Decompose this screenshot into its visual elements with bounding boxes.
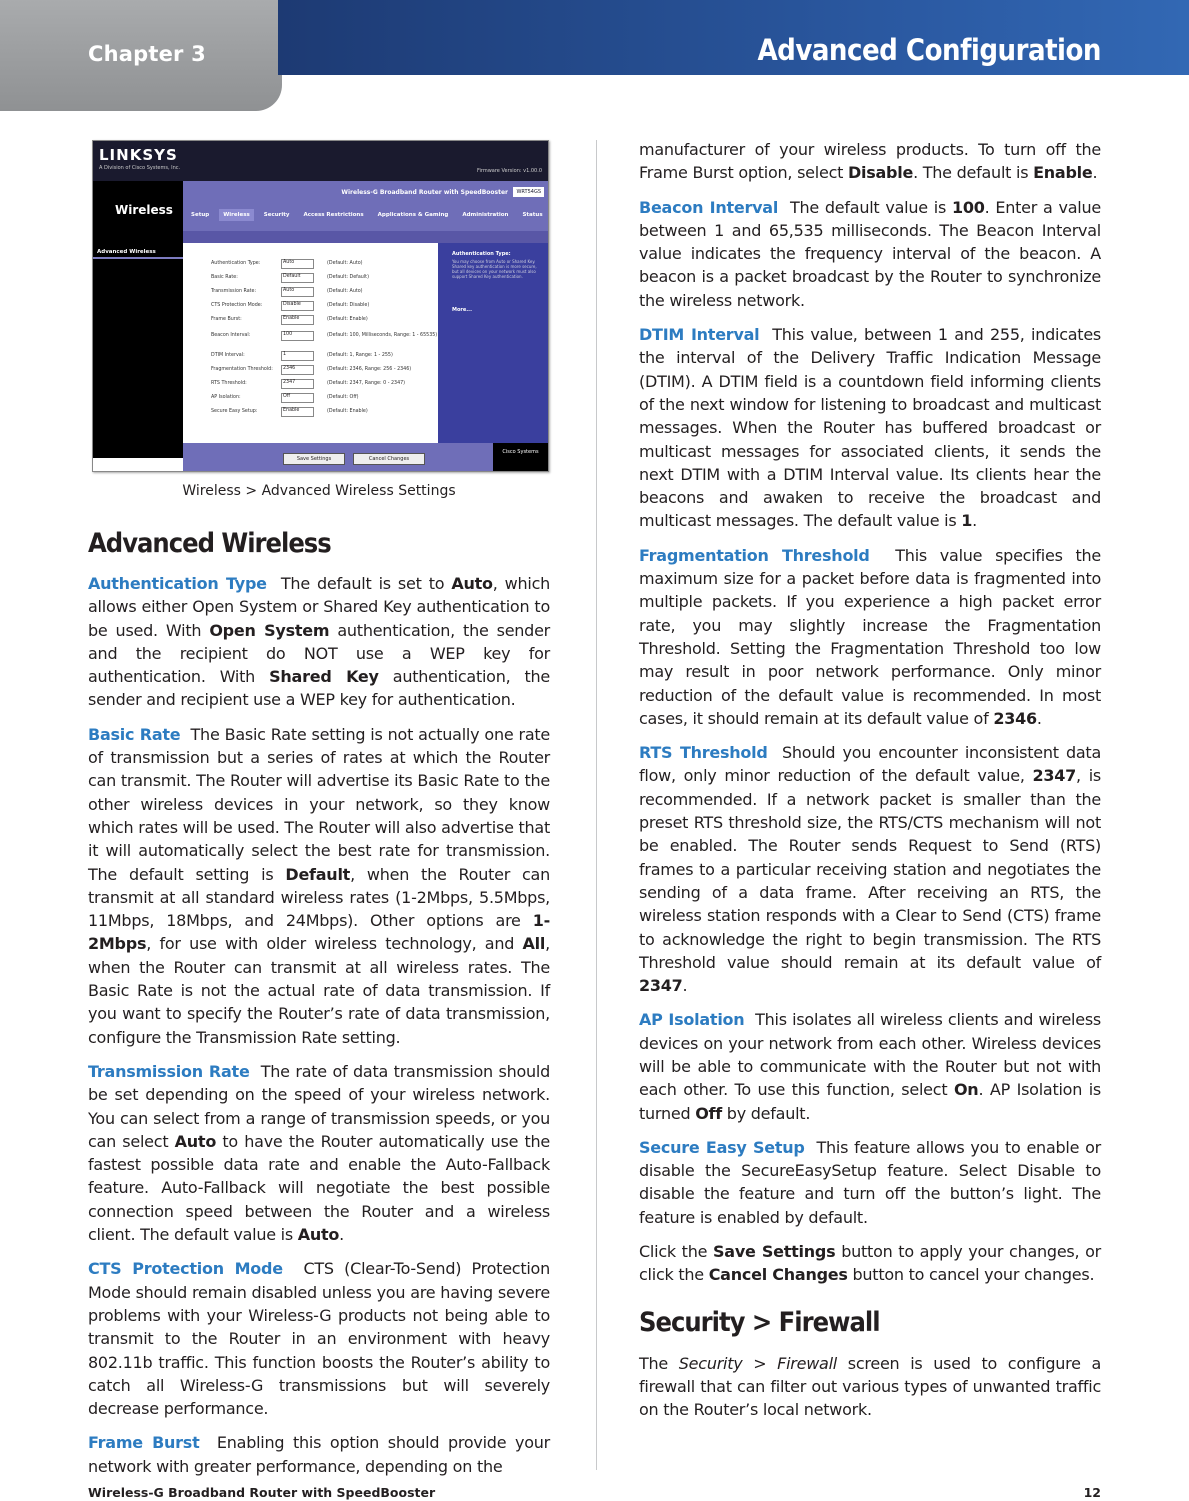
paragraph-fragmentation-threshold: Fragmentation Threshold This value specifies the maximum size for a packet before data is fragmented into multiple packets. If you experience a high packet error rate, you may slightly increase the Fragmentation Threshold. Setting the Fragmentation Threshold too low may result in poor network performance. Only minor reduction of the default value is recommended. In most cases, it should remain at its default value of 2346. (639, 545, 1101, 728)
setting-input[interactable]: 2346 (281, 365, 314, 375)
setting-label: Fragmentation Threshold: (211, 367, 273, 372)
setting-default: (Default: Auto) (327, 289, 363, 294)
setting-row (211, 393, 441, 405)
nav-tabs (187, 209, 547, 221)
tab-status[interactable]: Status (522, 212, 543, 218)
linksys-logo: LINKSYS (99, 146, 178, 164)
setting-default: (Default: 2347, Range: 0 - 2347) (327, 381, 406, 386)
screenshot-topbar (93, 141, 548, 181)
paragraph-firewall-intro: The Security > Firewall screen is used to configure a firewall that can filter out various types of unwanted traffic on the Router’s local network. (639, 1353, 1102, 1420)
setting-row (211, 301, 441, 313)
tab-applications[interactable]: Applications & Gaming (377, 212, 449, 218)
setting-label: RTS Threshold: (211, 381, 247, 386)
chapter-label: Chapter 3 (88, 42, 206, 66)
setting-label: Authentication Type: (211, 261, 261, 266)
paragraph-save-settings: Click the Save Settings button to apply your changes, or click the Cancel Changes button to cancel your changes. (639, 1242, 1102, 1285)
paragraph-transmission-rate: Transmission Rate The rate of data transmission should be set depending on the speed of your wireless network. You can select from a range of transmission speeds, or you can select Auto to have the Router automatically use the fastest possible data rate and enable the Auto-Fallback feature. Auto-Fallback will negotiate the best possible connection speed between the Router and a wireless client. The default value is Auto. (88, 1061, 551, 1245)
setting-select[interactable]: Off (281, 393, 314, 403)
setting-row (211, 407, 441, 419)
setting-label: CTS Protection Mode: (211, 303, 263, 308)
setting-select[interactable]: Auto (281, 287, 314, 297)
section-heading: Advanced Wireless (88, 528, 331, 559)
footer-product: Wireless-G Broadband Router with SpeedBooster (88, 1485, 436, 1500)
setting-select[interactable]: Enable (281, 315, 314, 325)
tab-setup[interactable]: Setup (191, 212, 210, 218)
section-tab-label: Wireless (115, 203, 173, 217)
tab-administration[interactable]: Administration (462, 212, 509, 218)
logo-subtitle: A Division of Cisco Systems, Inc. (99, 165, 181, 171)
setting-default: (Default: Off) (327, 395, 359, 400)
sidebar-label: Advanced Wireless (97, 249, 156, 255)
setting-label: Transmission Rate: (211, 289, 257, 294)
setting-select[interactable]: Enable (281, 407, 314, 417)
cancel-changes-button[interactable]: Cancel Changes (353, 453, 425, 465)
setting-label: Secure Easy Setup: (211, 409, 258, 414)
paragraph-authentication-type: Authentication Type The default is set to Auto, which allows either Open System or Shared Key authentication to be used. With Open System authentication, the sender and the recipient do NOT use a WEP key for authentication. With Shared Key authentication, the sender and recipient use a WEP key for authentication. (88, 574, 551, 710)
setting-row (211, 351, 441, 363)
setting-row (211, 259, 441, 271)
settings-sidebar (93, 243, 183, 458)
help-panel (438, 243, 548, 443)
setting-label: DTIM Interval: (211, 353, 245, 358)
product-name: Wireless-G Broadband Router with SpeedBooster (341, 189, 508, 196)
page-title: Advanced Configuration (757, 33, 1101, 67)
paragraph-basic-rate: Basic Rate The Basic Rate setting is not actually one rate of transmission but a series of rates at which the Router can transmit. The Router will advertise its Basic Rate to the other wireless devices in your network, so they know which rates will be used. The Router will also advertise that it will automatically select the best rate for transmission. The default setting is Default, when the Router can transmit at all standard wireless rates (1-2Mbps, 5.5Mbps, 11Mbps, 18Mbps, and 24Mbps). Other options are 1-2Mbps, for use with older wireless technology, and All, when the Router can transmit at all wireless rates. The Basic Rate is not the actual rate of data transmission. If you want to specify the Router’s rate of data transmission, configure the Transmission Rate setting. (88, 724, 550, 1047)
paragraph-cts-protection: CTS Protection Mode CTS (Clear-To-Send) Protection Mode should remain disabled unless you are having severe problems with your Wireless-G products not being able to transmit to the Router in an environment with heavy 802.11b traffic. This function boosts the Router’s ability to catch all Wireless-G transmissions but will severely decrease performance. (88, 1259, 550, 1419)
model-number: WRT54GS (513, 187, 544, 197)
setting-select[interactable]: Auto (281, 259, 314, 269)
nav-area (183, 181, 548, 243)
setting-default: (Default: 1, Range: 1 - 255) (327, 353, 393, 358)
right-column (639, 138, 1101, 1422)
action-bar (183, 443, 493, 471)
router-screenshot (92, 140, 549, 472)
section-heading: Security > Firewall (639, 1306, 880, 1338)
setting-select[interactable]: Disable (281, 301, 314, 311)
setting-row (211, 331, 441, 343)
help-title: Authentication Type: (452, 251, 511, 257)
tab-access[interactable]: Access Restrictions (303, 212, 364, 218)
left-column (88, 528, 550, 1478)
setting-default: (Default: Default) (327, 275, 369, 280)
section-tab (93, 181, 183, 243)
paragraph-beacon-interval: Beacon Interval The default value is 100. Enter a value between 1 and 65,535 milliseconds. The Beacon Interval value indicates the frequency interval of the beacon. A beacon is a packet broadcast by the Router to synchronize the wireless network. (639, 197, 1101, 310)
setting-select[interactable]: Default (281, 273, 314, 283)
figure-caption: Wireless > Advanced Wireless Settings (182, 483, 456, 499)
setting-input[interactable]: 1 (281, 351, 314, 361)
paragraph-dtim-interval: DTIM Interval This value, between 1 and 255, indicates the interval of the Delivery Traffic Indication Message (DTIM). A DTIM field is a countdown field informing clients of the next window for listening to broadcast and multicast messages. When the Router has buffered broadcast or multicast messages for associated clients, it sends the next DTIM with a DTIM Interval value. Its clients hear the beacons and awaken to receive the broadcast and multicast messages. The default value is 1. (639, 325, 1101, 531)
paragraph-secure-easy-setup: Secure Easy Setup This feature allows you to enable or disable the SecureEasySetup feature. Select Disable to disable the feature and turn off the button’s light. The feature is enabled by default. (639, 1137, 1101, 1227)
setting-row (211, 287, 441, 299)
column-divider (596, 140, 597, 1470)
firmware-version: Firmware Version: v1.00.0 (476, 168, 542, 174)
subnav-bar (183, 231, 548, 243)
setting-input[interactable]: 2347 (281, 379, 314, 389)
paragraph-rts-threshold: RTS Threshold Should you encounter inconsistent data flow, only minor reduction of the default value, 2347, is recommended. If a network packet is smaller than the preset RTS threshold size, the RTS/CTS mechanism will not be enabled. The Router sends Request to Send (RTS) frames to a particular receiving station and negotiates the sending of a data frame. After receiving an RTS, the wireless station responds with a Clear to Send (CTS) frame to acknowledge the right to begin transmission. The RTS Threshold value should remain at its default value of 2347. (639, 743, 1102, 996)
setting-default: (Default: 2346, Range: 256 - 2346) (327, 367, 412, 372)
paragraph-ap-isolation: AP Isolation This isolates all wireless clients and wireless devices on your network from each other. Wireless devices will be able to communicate with the Router but not with each other. To use this function, select On. AP Isolation is turned Off by default. (639, 1010, 1102, 1123)
paragraph-frame-burst: Frame Burst Enabling this option should provide your network with greater performance, depending on the (88, 1433, 550, 1476)
setting-row (211, 379, 441, 391)
save-settings-button[interactable]: Save Settings (283, 453, 345, 465)
setting-label: Beacon Interval: (211, 333, 251, 338)
sidebar-rule (93, 257, 183, 259)
setting-default: (Default: Disable) (327, 303, 370, 308)
setting-row (211, 365, 441, 377)
setting-label: Basic Rate: (211, 275, 238, 280)
page-number: 12 (1083, 1485, 1101, 1500)
setting-default: (Default: Enable) (327, 317, 368, 322)
setting-input[interactable]: 100 (281, 331, 314, 341)
setting-default: (Default: Auto) (327, 261, 363, 266)
setting-label: AP Isolation: (211, 395, 241, 400)
setting-row (211, 273, 441, 285)
setting-label: Frame Burst: (211, 317, 242, 322)
help-text: You may choose from Auto or Shared Key. Shared key authentication is more secure, but all devices on your network must also support Shared Key authentication. (452, 259, 537, 279)
cisco-logo: Cisco Systems (493, 443, 548, 471)
tab-security[interactable]: Security (263, 212, 290, 218)
help-more-link[interactable]: More... (452, 307, 472, 313)
setting-row (211, 315, 441, 327)
setting-default: (Default: Enable) (327, 409, 368, 414)
setting-default: (Default: 100, Milliseconds, Range: 1 - 65535) (327, 333, 438, 338)
tab-wireless[interactable]: Wireless (219, 209, 254, 221)
paragraph-frame-burst-cont: manufacturer of your wireless products. To turn off the Frame Burst option, select Disable. The default is Enable. (639, 140, 1101, 183)
